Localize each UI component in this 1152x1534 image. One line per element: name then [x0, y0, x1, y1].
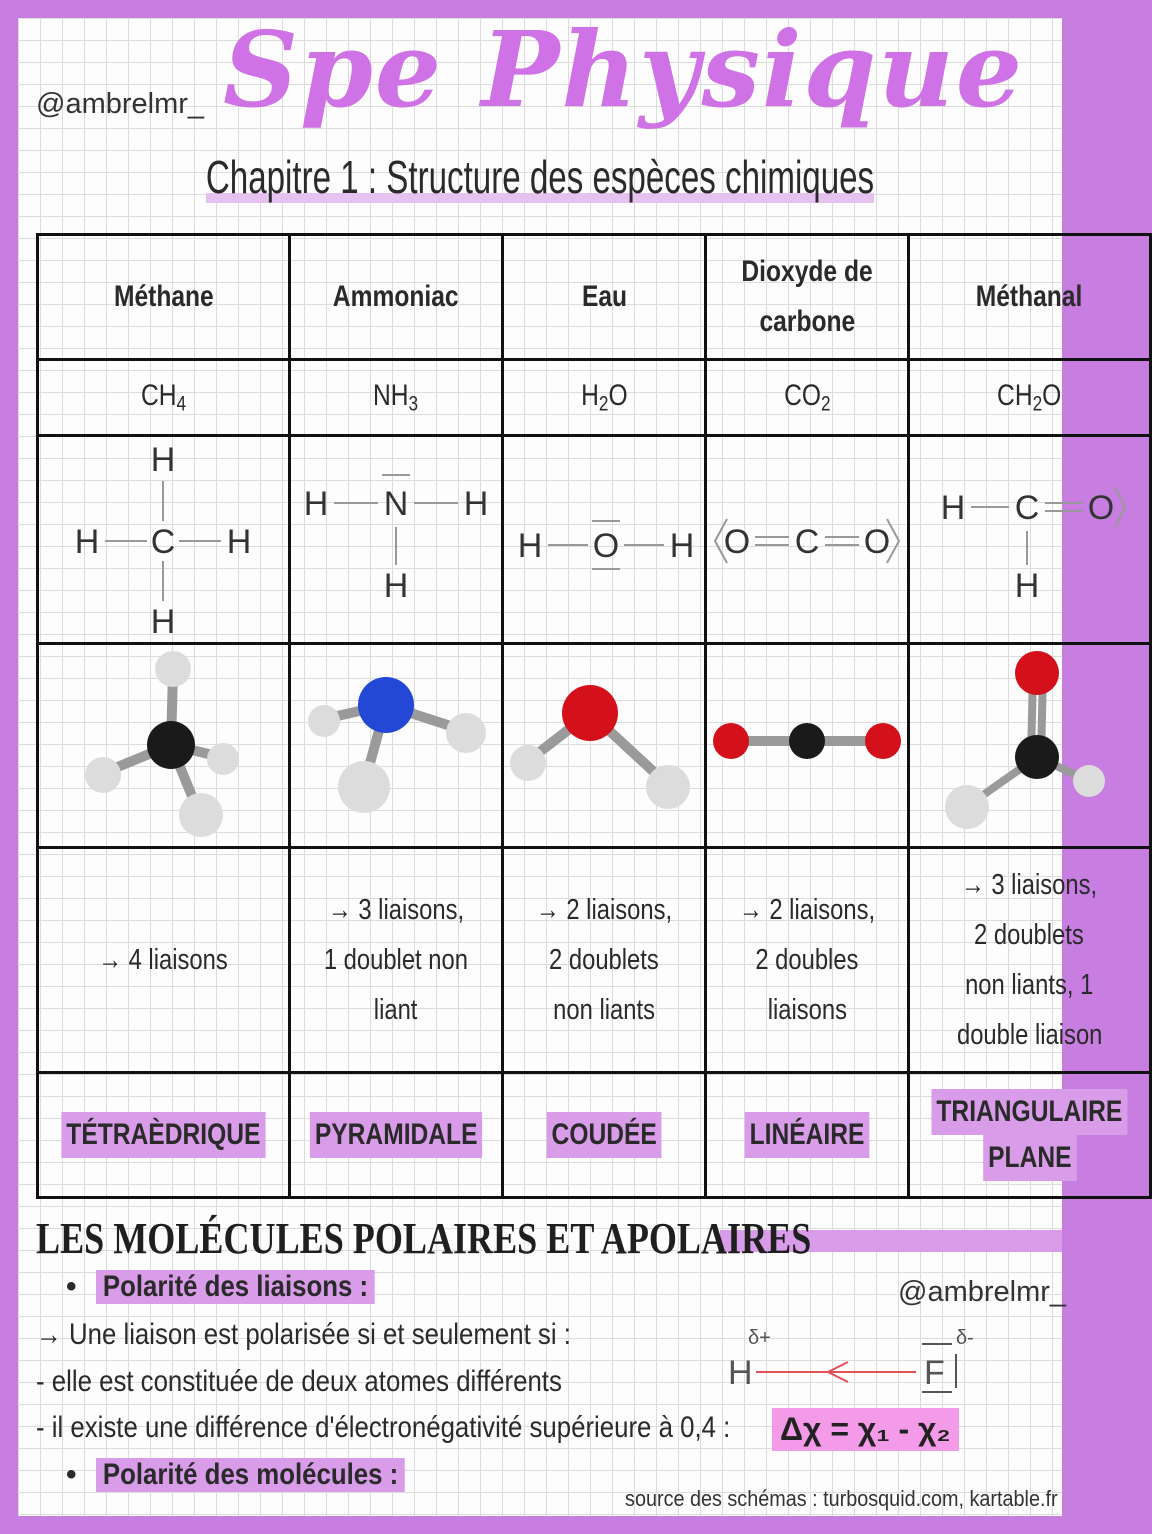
- delta-minus-label: δ-: [956, 1327, 974, 1349]
- formula-cell: $CO_2$: [706, 360, 909, 436]
- rule-line-1: → Une liaison est polarisée si et seulement si :: [36, 1318, 571, 1351]
- description-cell: → 2 liaisons, 2 doubles liaisons: [706, 848, 909, 1073]
- formula-cell: $H_2O$: [503, 360, 706, 436]
- atom-label: H: [463, 485, 489, 523]
- hydrogen-atom: [510, 745, 546, 781]
- lewis-methanal: [929, 437, 1129, 637]
- hydrogen-atom: [1073, 765, 1105, 797]
- model-ammoniac: [296, 645, 496, 841]
- atom-label: C: [1015, 489, 1040, 527]
- lewis-methane: [63, 437, 263, 641]
- hydrogen-atom: [207, 743, 239, 775]
- atom-label: H: [1015, 567, 1040, 605]
- bullet-molecule-polarity: • Polarité des molécules :: [66, 1458, 455, 1492]
- name-cell: Méthanal: [909, 235, 1151, 360]
- source-credit: source des schémas : turbosquid.com, kartable.fr: [625, 1486, 1058, 1511]
- oxygen-atom: [562, 685, 618, 741]
- page-title: Spe Physique: [223, 8, 1025, 131]
- chapter-subtitle: Chapitre 1 : Structure des espèces chimiques: [205, 151, 875, 203]
- model-cell-co2: [706, 644, 909, 848]
- lewis-row: [38, 436, 1151, 644]
- name-cell: Ammoniac: [289, 235, 502, 360]
- atom-label: H: [75, 523, 100, 561]
- oxygen-atom: [865, 723, 901, 759]
- model-methanal: [929, 645, 1129, 841]
- oxygen-atom: [1015, 651, 1059, 695]
- atom-label: H: [383, 567, 409, 605]
- atom-label: C: [794, 523, 820, 561]
- atom-f: F: [924, 1354, 945, 1392]
- name-cell: Méthane: [38, 235, 290, 360]
- atom-label: H: [303, 485, 329, 523]
- molecule-table: [36, 233, 1152, 1199]
- atom-label: H: [151, 603, 176, 641]
- carbon-atom: [789, 723, 825, 759]
- atom-label: C: [151, 523, 176, 561]
- lewis-cell-methanal: [909, 436, 1151, 644]
- hydrogen-atom: [338, 761, 390, 813]
- formula-cell: $CH_2O$: [909, 360, 1151, 436]
- rule-line-3: - il existe une différence d'électronégativité supérieure à 0,4 :: [36, 1411, 731, 1444]
- bullet-bond-polarity: • Polarité des liaisons :: [66, 1270, 420, 1304]
- atom-h: H: [728, 1354, 753, 1392]
- geometry-tag: PYRAMIDALE: [310, 1112, 482, 1158]
- atom-label: H: [669, 527, 695, 565]
- description-cell: → 2 liaisons, 2 doublets non liants: [503, 848, 706, 1073]
- formula-row: [38, 360, 1151, 436]
- section-title: LES MOLÉCULES POLAIRES ET APOLAIRES: [36, 1214, 812, 1263]
- geometry-tag: TRIANGULAIRE: [932, 1089, 1128, 1135]
- model-cell-methanal: [909, 644, 1151, 848]
- lewis-ammoniac: [296, 437, 496, 637]
- model-row: [38, 644, 1151, 848]
- names-row: [38, 235, 1151, 360]
- name-cell: Eau: [503, 235, 706, 360]
- lewis-cell-eau: [503, 436, 706, 644]
- hydrogen-atom: [945, 785, 989, 829]
- hydrogen-atom: [155, 651, 191, 687]
- author-handle: @ambrelmr_: [36, 88, 205, 120]
- model-methane: [63, 645, 263, 841]
- model-cell-methane: [38, 644, 290, 848]
- hf-dipole-diagram: [708, 1318, 988, 1398]
- nitrogen-atom: [358, 677, 414, 733]
- atom-label: H: [941, 489, 966, 527]
- geometry-cell: [909, 1073, 1151, 1198]
- atom-label: H: [227, 523, 252, 561]
- oxygen-atom: [713, 723, 749, 759]
- lewis-cell-co2: [706, 436, 909, 644]
- electronegativity-formula: Δχ = χ₁ - χ₂: [772, 1408, 959, 1451]
- geometry-tag: PLANE: [983, 1135, 1076, 1181]
- atom-label: H: [517, 527, 543, 565]
- lewis-co2: [707, 437, 907, 637]
- hydrogen-atom: [85, 757, 121, 793]
- formula-cell: $CH_4$: [38, 360, 290, 436]
- atom-label: O: [723, 523, 751, 561]
- page-sheet: [18, 8, 1123, 1516]
- geometry-cell: [503, 1073, 706, 1198]
- geometry-row: [38, 1073, 1151, 1198]
- description-row: [38, 848, 1151, 1073]
- atom-label: N: [383, 485, 409, 523]
- atom-label: O: [592, 527, 620, 565]
- hydrogen-atom: [646, 765, 690, 809]
- description-cell: → 4 liaisons: [38, 848, 290, 1073]
- rule-line-2: - elle est constituée de deux atomes différents: [36, 1365, 562, 1398]
- geometry-tag: TÉTRAÈDRIQUE: [61, 1112, 265, 1158]
- geometry-cell: [706, 1073, 909, 1198]
- model-co2: [707, 645, 907, 841]
- lewis-cell-ammoniac: [289, 436, 502, 644]
- model-eau: [504, 645, 704, 841]
- carbon-atom: [1015, 735, 1059, 779]
- atom-label: O: [1088, 489, 1115, 527]
- atom-label: H: [151, 441, 176, 479]
- name-cell: Dioxyde de carbone: [706, 235, 909, 360]
- author-handle-bottom: @ambrelmr_: [898, 1276, 1067, 1308]
- description-cell: → 3 liaisons, 2 doublets non liants, 1 double liaison: [909, 848, 1151, 1073]
- model-cell-ammoniac: [289, 644, 502, 848]
- delta-plus-label: δ+: [748, 1327, 771, 1349]
- hydrogen-atom: [179, 793, 223, 837]
- formula-cell: $NH_3$: [289, 360, 502, 436]
- carbon-atom: [147, 721, 195, 769]
- geometry-tag: COUDÉE: [546, 1112, 661, 1158]
- geometry-cell: [38, 1073, 290, 1198]
- hydrogen-atom: [446, 713, 486, 753]
- model-cell-eau: [503, 644, 706, 848]
- geometry-cell: [289, 1073, 502, 1198]
- lewis-eau: [504, 437, 704, 637]
- description-cell: → 3 liaisons, 1 doublet non liant: [289, 848, 502, 1073]
- atom-label: O: [863, 523, 891, 561]
- lewis-cell-methane: [38, 436, 290, 644]
- hydrogen-atom: [308, 705, 340, 737]
- geometry-tag: LINÉAIRE: [745, 1112, 870, 1158]
